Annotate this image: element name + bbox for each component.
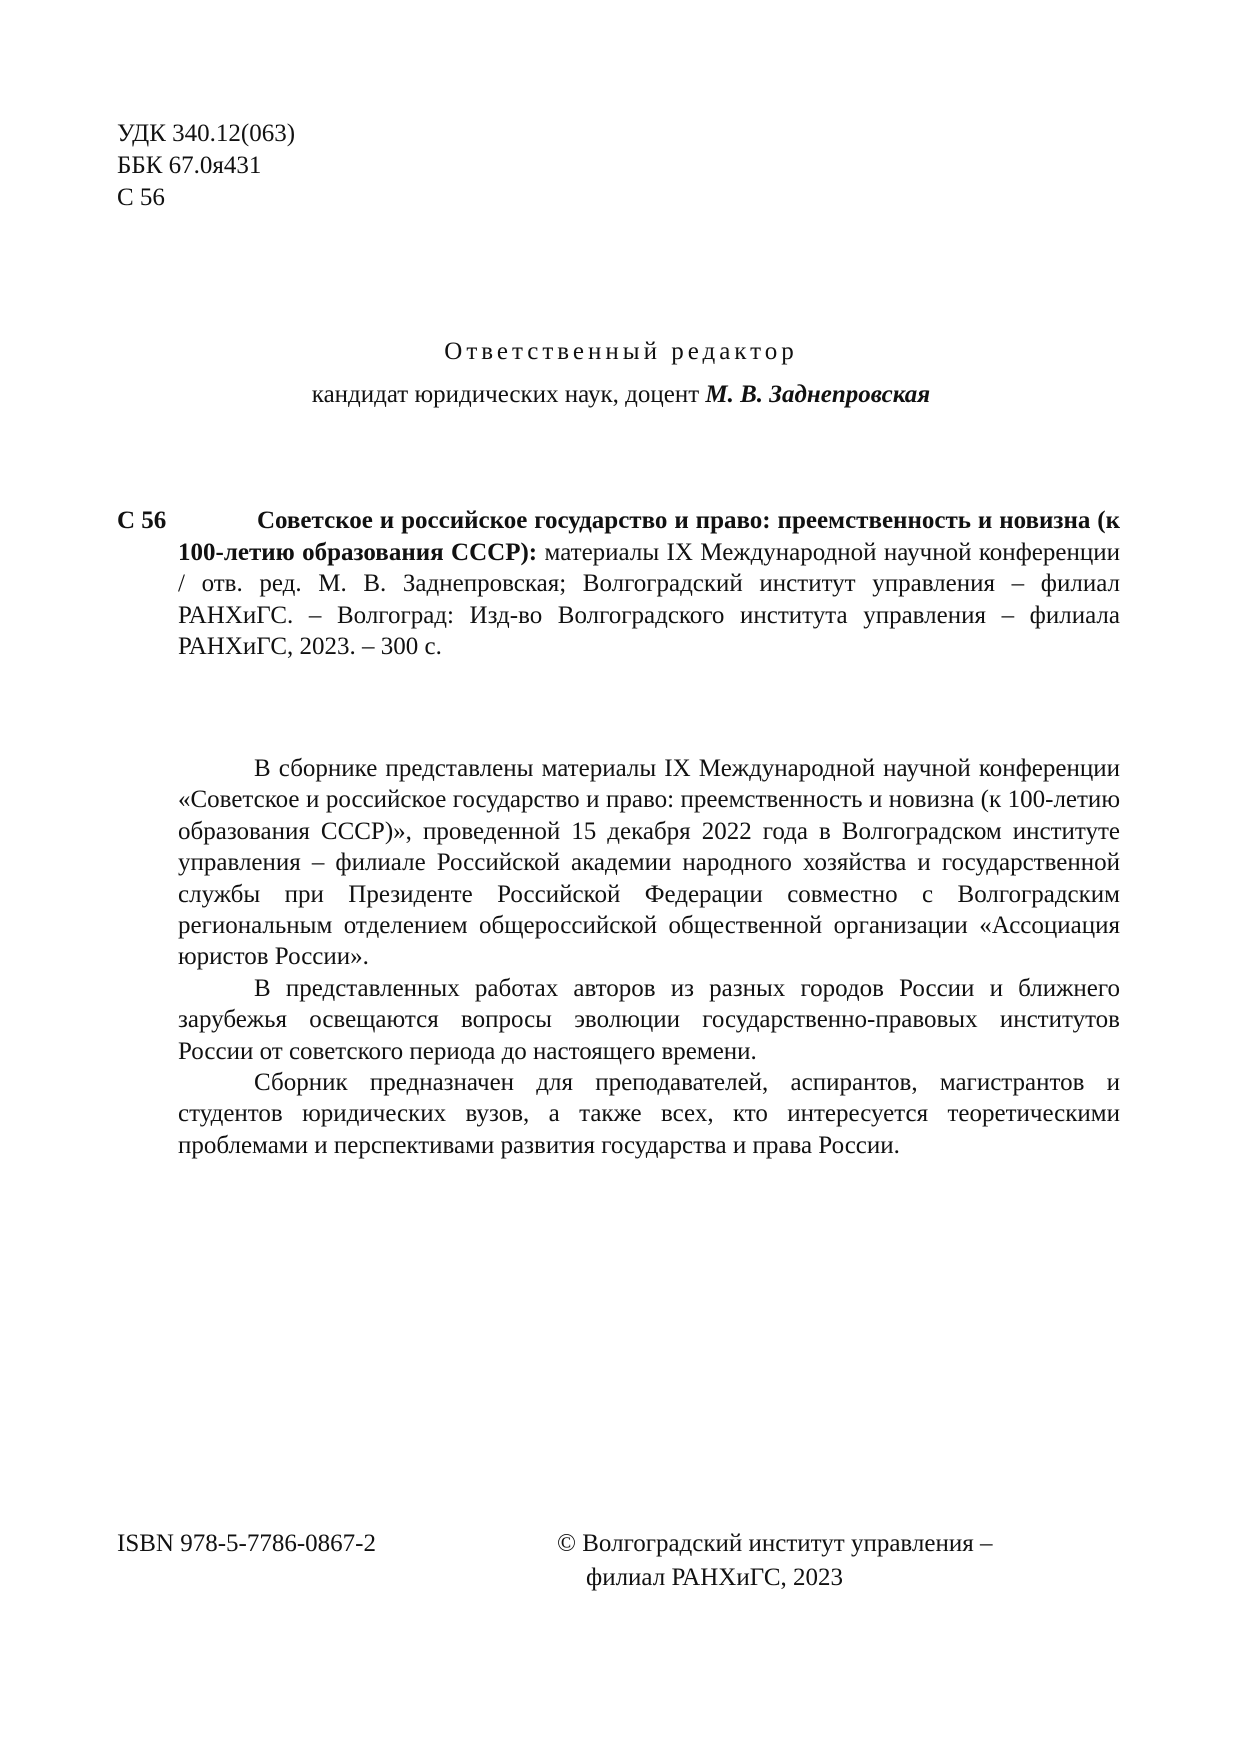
bibliography-title: Советское и российское государство и право: преемственность и новизна (к 100-летию образования СССР): [178, 507, 1120, 566]
bibliography-description: материалы IX Международной научной конференции / отв. ред. М. В. Заднепровская; Волгоградский институт управления – филиал РАНХиГС. – Волгоград: Изд-во Волгоградского института управления – филиала РАНХиГС, 2023. – 300 с. [178, 538, 1121, 660]
udk-code: УДК 340.12(063) [117, 120, 296, 147]
editor-role: Ответственный редактор [444, 338, 798, 365]
bbk-code: ББК 67.0я431 [117, 152, 262, 179]
copyright-line-1: © Волгоградский институт управления – [557, 1530, 993, 1557]
bibliographic-record [178, 505, 1120, 663]
editor-line [0, 379, 1242, 411]
annotation-paragraph-1: В сборнике представлены материалы IX Международной научной конференции «Советское и российское государство и право: преемственность и новизна (к 100-летию образования СССР)», проведенной 15 декабря 2022 года в Волгоградском институте управления – филиале Российской академии народного хозяйства и государственной службы при Президенте Российской Федерации совместно с Волгоградским региональным отделением общероссийской общественной организации «Ассоциация юристов России». [178, 755, 1120, 971]
author-sign: С 56 [117, 184, 165, 211]
bibliography-code: С 56 [117, 507, 167, 534]
editor-name: М. В. Заднепровская [705, 381, 931, 408]
editor-degree: кандидат юридических наук, доцент [311, 381, 700, 408]
copyright [557, 1527, 992, 1595]
annotation [178, 753, 1120, 1161]
isbn: ISBN 978-5-7786-0867-2 [117, 1530, 377, 1557]
annotation-paragraph-2: В представленных работах авторов из разных городов России и ближнего зарубежья освещаются вопросы эволюции государственно-правовых институтов России от советского периода до настоящего времени. [178, 974, 1120, 1065]
copyright-line-2: филиал РАНХиГС, 2023 [586, 1564, 844, 1591]
classification-codes [117, 118, 295, 214]
annotation-paragraph-3: Сборник предназначен для преподавателей, аспирантов, магистрантов и студентов юридических вузов, а также всех, кто интересуется теоретическими проблемами и перспективами развития государства и права России. [178, 1069, 1120, 1159]
